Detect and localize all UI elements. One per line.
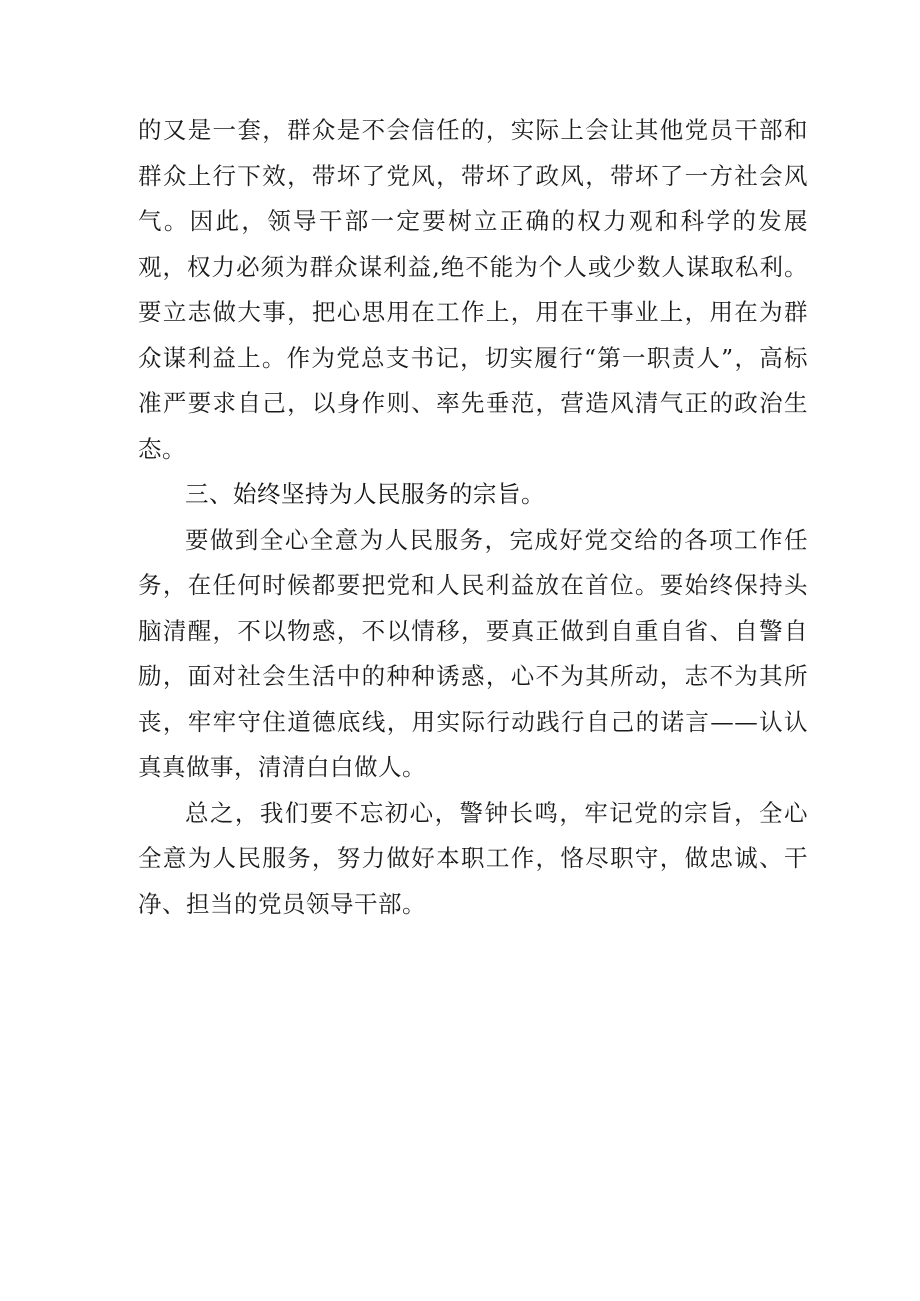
section-heading: 三、始终坚持为人民服务的宗旨。 <box>185 480 545 508</box>
conclusion-paragraph: 总之，我们要不忘初心，警钟长鸣，牢记党的宗旨，全心全意为人民服务，努力做好本职工作，恪尽职守，做忠诚、干净、担当的党员领导干部。 <box>138 798 808 918</box>
document-body <box>138 108 808 927</box>
section-paragraph: 要做到全心全意为人民服务，完成好党交给的各项工作任务，在任何时候都要把党和人民利益放在首位。要始终保持头脑清醒，不以物惑，不以情移，要真正做到自重自省、自警自励，面对社会生活中的种种诱惑，心不为其所动，志不为其所丧，牢牢守住道德底线，用实际行动践行自己的诺言——认认真真做事，清清白白做人。 <box>138 525 808 781</box>
continued-paragraph: 的又是一套，群众是不会信任的，实际上会让其他党员干部和群众上行下效，带坏了党风，带坏了政风，带坏了一方社会风气。因此，领导干部一定要树立正确的权力观和科学的发展观，权力必须为群众谋利益,绝不能为个人或少数人谋取私利。要立志做大事，把心思用在工作上，用在干事业上，用在为群众谋利益上。作为党总支书记，切实履行“第一职责人”，高标准严要求自己，以身作则、率先垂范，营造风清气正的政治生态。 <box>138 116 808 463</box>
